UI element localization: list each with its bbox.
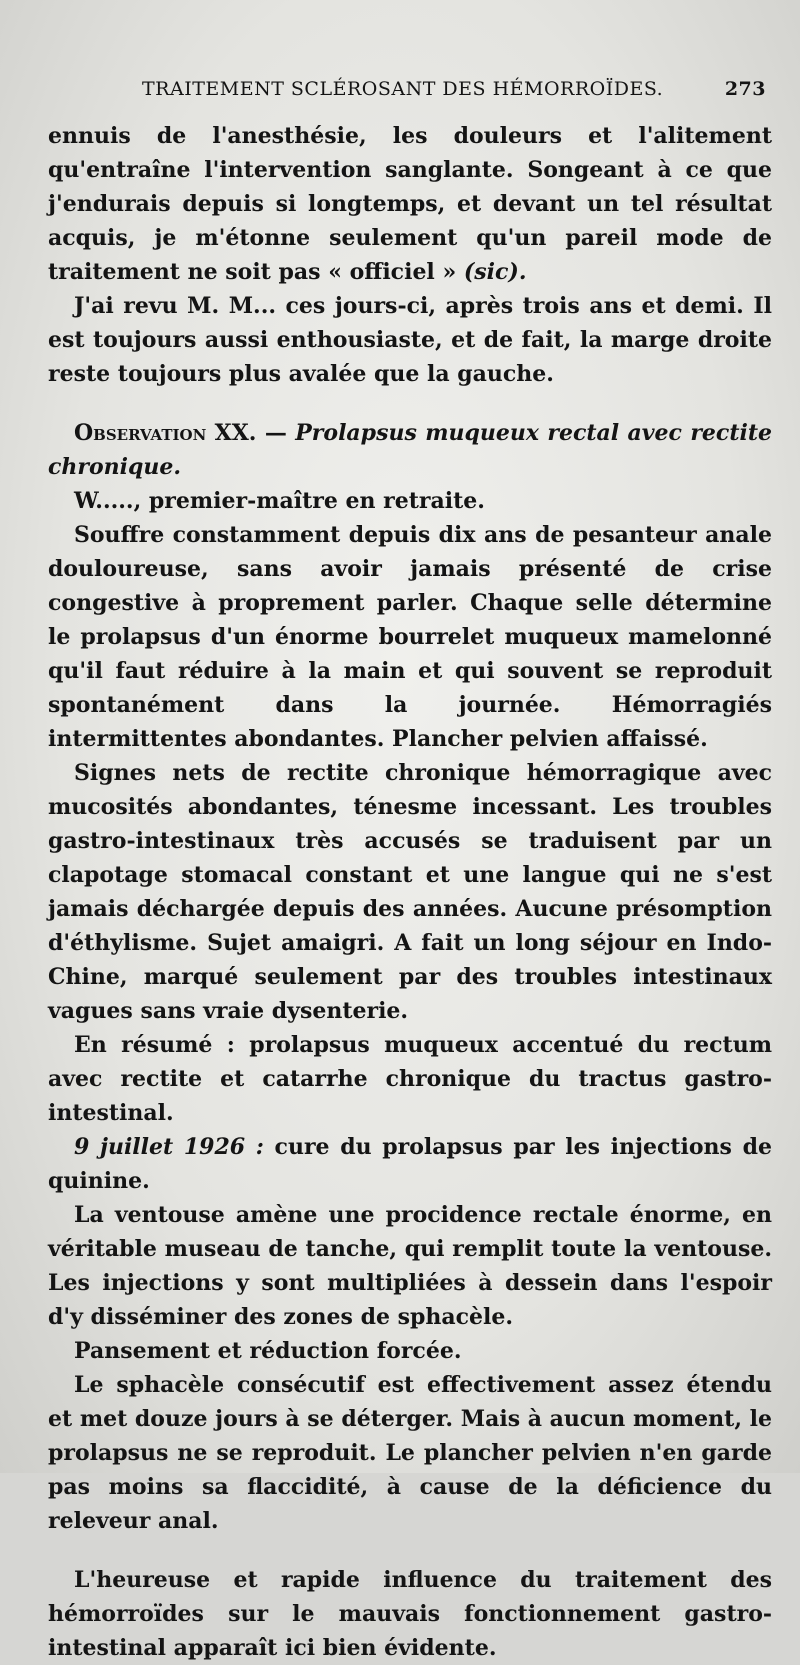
paragraph-procedure: La ventouse amène une procidence rectale énorme, en véritable museau de tanche, qui remplit toute la ventouse. Les injections y sont multipliées à dessein dans l'espoir d'y disséminer des zones de sphacèle. <box>48 1202 772 1330</box>
paragraph-summary: En résumé : prolapsus muqueux accentué du rectum avec rectite et catarrhe chronique du tractus gastro-intestinal. <box>48 1032 772 1126</box>
paragraph-signs: Signes nets de rectite chronique hémorragique avec mucosités abondantes, ténesme incessant. Les troubles gastro-intestinaux très accusés se traduisent par un clapotage stomacal constant et une langue qui ne s'est jamais déchargée depuis des années. Aucune présomption d'éthylisme. Sujet amaigri. A fait un long séjour en Indo-Chine, marqué seulement par des troubles intestinaux vagues sans vraie dysenterie. <box>48 760 772 1024</box>
treatment-text: cure du prolapsus par les injections de quinine. <box>48 1134 772 1194</box>
page-header <box>50 78 772 108</box>
paragraph-dressing: Pansement et réduction forcée. <box>74 1338 462 1364</box>
paragraph-symptoms: Souffre constamment depuis dix ans de pesanteur anale douloureuse, sans avoir jamais présenté de crise congestive à proprement parler. Chaque selle détermine le prolapsus d'un énorme bourrelet muqueux mamelonné qu'il faut réduire à la main et qui souvent se reproduit spontanément dans la journée. Hémorragiés intermittentes abondantes. Plancher pelvien affaissé. <box>48 522 772 752</box>
observation-label: Observation XX. <box>74 420 257 446</box>
paragraph-text: ennuis de l'anesthésie, les douleurs et l'alitement qu'entraîne l'intervention sanglante. Songeant à ce que j'endurais depuis si longtemps, et devant un tel résultat acquis, je m'étonne seulement qu'un pareil mode de traitement ne soit pas « officiel » <box>48 123 772 285</box>
observation-heading <box>48 416 772 484</box>
observation-title: Prolapsus muqueux rectal avec rectite chronique. <box>48 420 772 480</box>
paragraph-continuation <box>48 119 772 289</box>
sic-note: (sic). <box>463 259 527 285</box>
observation-dash: — <box>256 420 296 446</box>
patient-identity: W....., premier-maître en retraite. <box>74 488 485 514</box>
page-number: 273 <box>724 78 766 100</box>
treatment-date: 9 juillet 1926 : <box>74 1134 264 1160</box>
running-title: TRAITEMENT SCLÉROSANT DES HÉMORROÏDES. <box>142 78 664 100</box>
paragraph-outcome: Le sphacèle consécutif est effectivement assez étendu et met douze jours à se déterger. Mais à aucun moment, le prolapsus ne se reproduit. Le plancher pelvien n'en garde pas moins sa flaccidité, à cause de la déficience du releveur anal. <box>48 1372 773 1534</box>
paragraph-revisit: J'ai revu M. M... ces jours-ci, après trois ans et demi. Il est toujours aussi enthousiaste, et de fait, la marge droite reste toujours plus avalée que la gauche. <box>48 293 772 387</box>
page-body <box>48 119 772 1665</box>
paragraph-treatment-date <box>48 1130 772 1198</box>
paragraph-conclusion: L'heureuse et rapide influence du traitement des hémorroïdes sur le mauvais fonctionnement gastro-intestinal apparaît ici bien évidente. <box>48 1567 772 1661</box>
